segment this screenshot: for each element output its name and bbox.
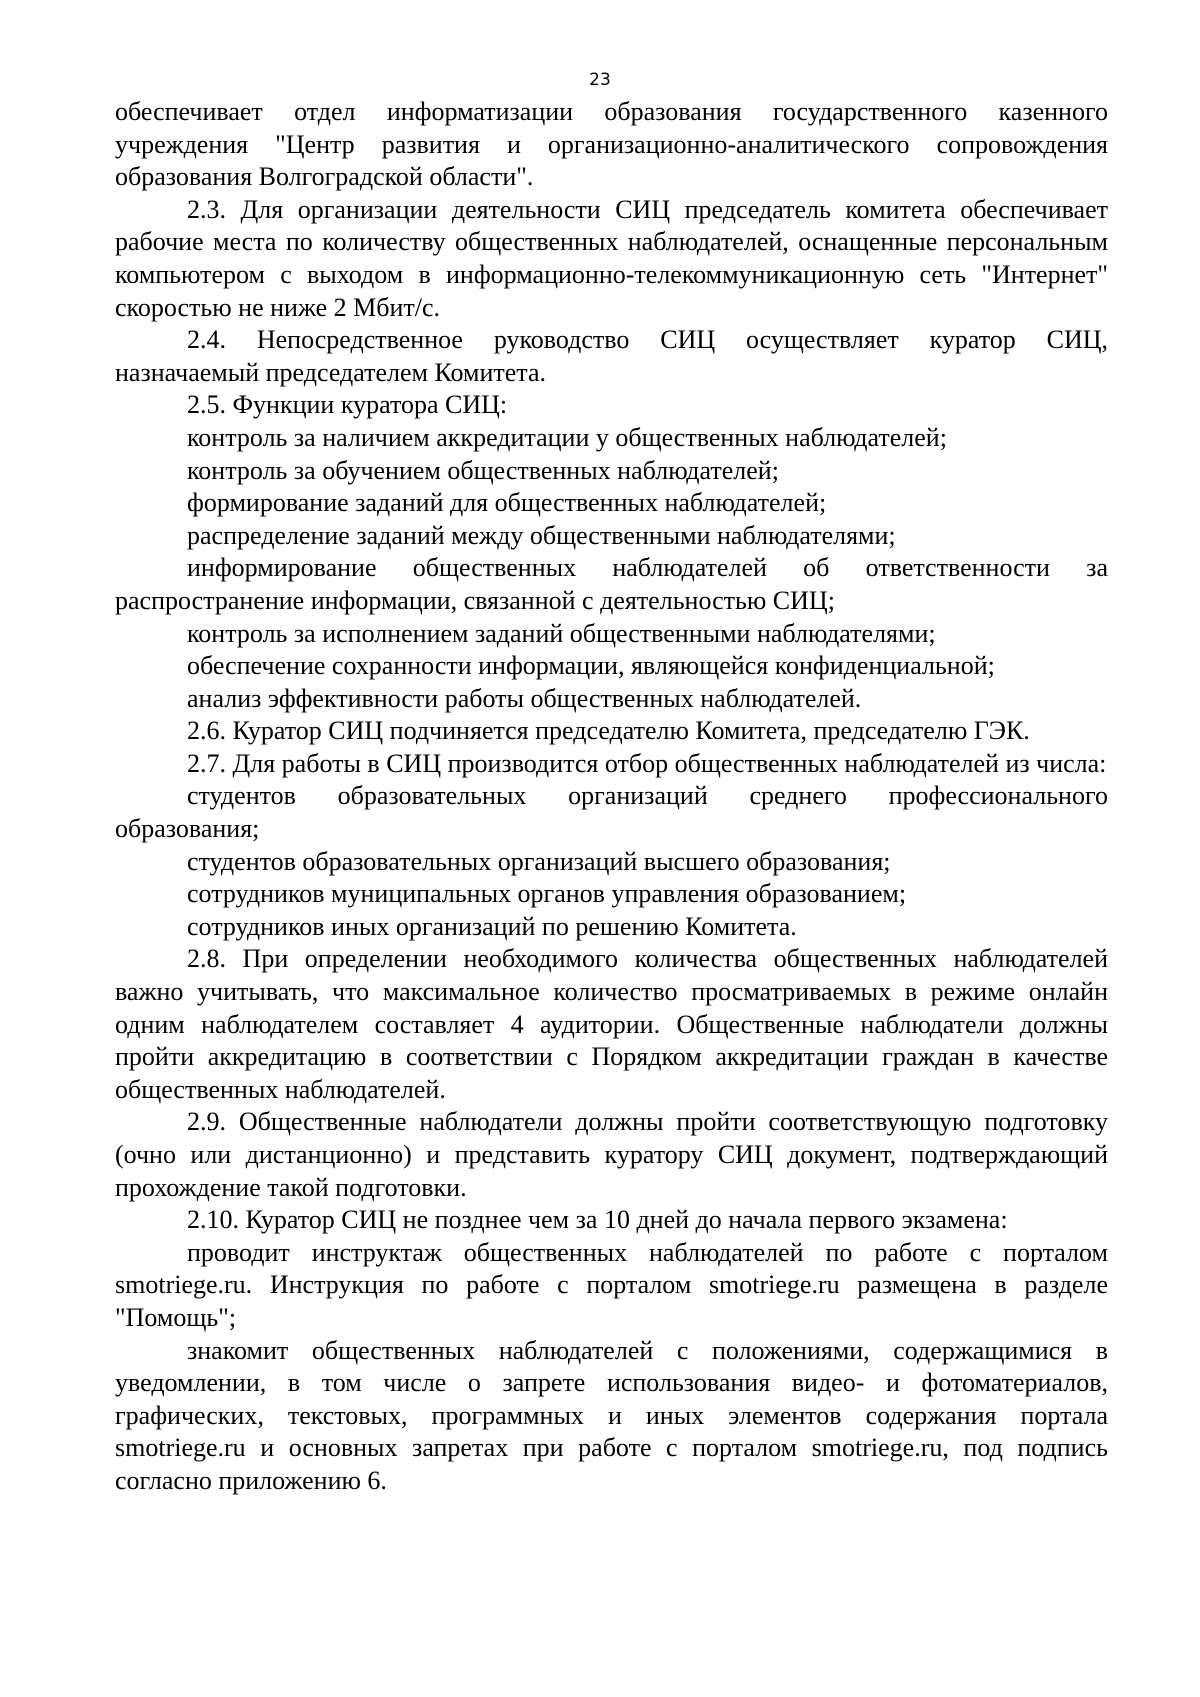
paragraph: 2.9. Общественные наблюдатели должны пройти соответствующую подготовку (очно или дистанционно) и представить куратору СИЦ документ, подтверждающий прохождение такой подготовки. <box>115 1107 1108 1202</box>
paragraph: 2.5. Функции куратора СИЦ: <box>187 390 508 420</box>
list-item: формирование заданий для общественных наблюдателей; <box>187 488 827 518</box>
list-item: анализ эффективности работы общественных наблюдателей. <box>187 683 862 713</box>
list-item: проводит инструктаж общественных наблюдателей по работе с порталом smotriege.ru. Инструкция по работе с порталом smotriege.ru размещена в разделе "Помощь"; <box>115 1237 1108 1332</box>
list-item: контроль за обучением общественных наблюдателей; <box>187 455 779 485</box>
list-item: знакомит общественных наблюдателей с положениями, содержащимися в уведомлении, в том числе о запрете использования видео- и фотоматериалов, графических, текстовых, программных и иных элементов содержания портала smotriege.ru и основных запретах при работе с порталом smotriege.ru, под подпись согласно приложению 6. <box>115 1335 1108 1495</box>
list-item: распределение заданий между общественными наблюдателями; <box>187 520 896 550</box>
paragraph: 2.7. Для работы в СИЦ производится отбор общественных наблюдателей из числа: <box>187 748 1107 778</box>
list-item: сотрудников иных организаций по решению Комитета. <box>187 911 797 941</box>
paragraph: 2.6. Куратор СИЦ подчиняется председателю Комитета, председателю ГЭК. <box>187 716 1030 746</box>
paragraph: 2.10. Куратор СИЦ не позднее чем за 10 дней до начала первого экзамена: <box>187 1205 1008 1235</box>
document-body <box>115 96 1108 1498</box>
paragraph: 2.3. Для организации деятельности СИЦ председатель комитета обеспечивает рабочие места по количеству общественных наблюдателей, оснащенные персональным компьютером с выходом в информационно-телекоммуникационную сеть "Интернет" скоростью не ниже 2 Мбит/с. <box>115 194 1108 322</box>
list-item: студентов образовательных организаций среднего профессионального образования; <box>115 781 1108 844</box>
paragraph: обеспечивает отдел информатизации образования государственного казенного учреждения "Центр развития и организационно-аналитического сопровождения образования Волгоградской области". <box>115 97 1108 192</box>
paragraph: 2.4. Непосредственное руководство СИЦ осуществляет куратор СИЦ, назначаемый председателем Комитета. <box>115 325 1108 387</box>
list-item: обеспечение сохранности информации, являющейся конфиденциальной; <box>187 651 995 681</box>
paragraph: 2.8. При определении необходимого количества общественных наблюдателей важно учитывать, что максимальное количество просматриваемых в режиме онлайн одним наблюдателем составляет 4 аудитории. Общественные наблюдатели должны пройти аккредитацию в соответствии с Порядком аккредитации граждан в качестве общественных наблюдателей. <box>115 944 1108 1104</box>
list-item: контроль за наличием аккредитации у общественных наблюдателей; <box>187 422 947 452</box>
list-item: информирование общественных наблюдателей об ответственности за распространение информации, связанной с деятельностью СИЦ; <box>115 553 1108 615</box>
page-number: 23 <box>589 70 611 90</box>
list-item: сотрудников муниципальных органов управления образованием; <box>187 879 907 909</box>
list-item: контроль за исполнением заданий общественными наблюдателями; <box>187 618 936 648</box>
list-item: студентов образовательных организаций высшего образования; <box>187 846 891 876</box>
